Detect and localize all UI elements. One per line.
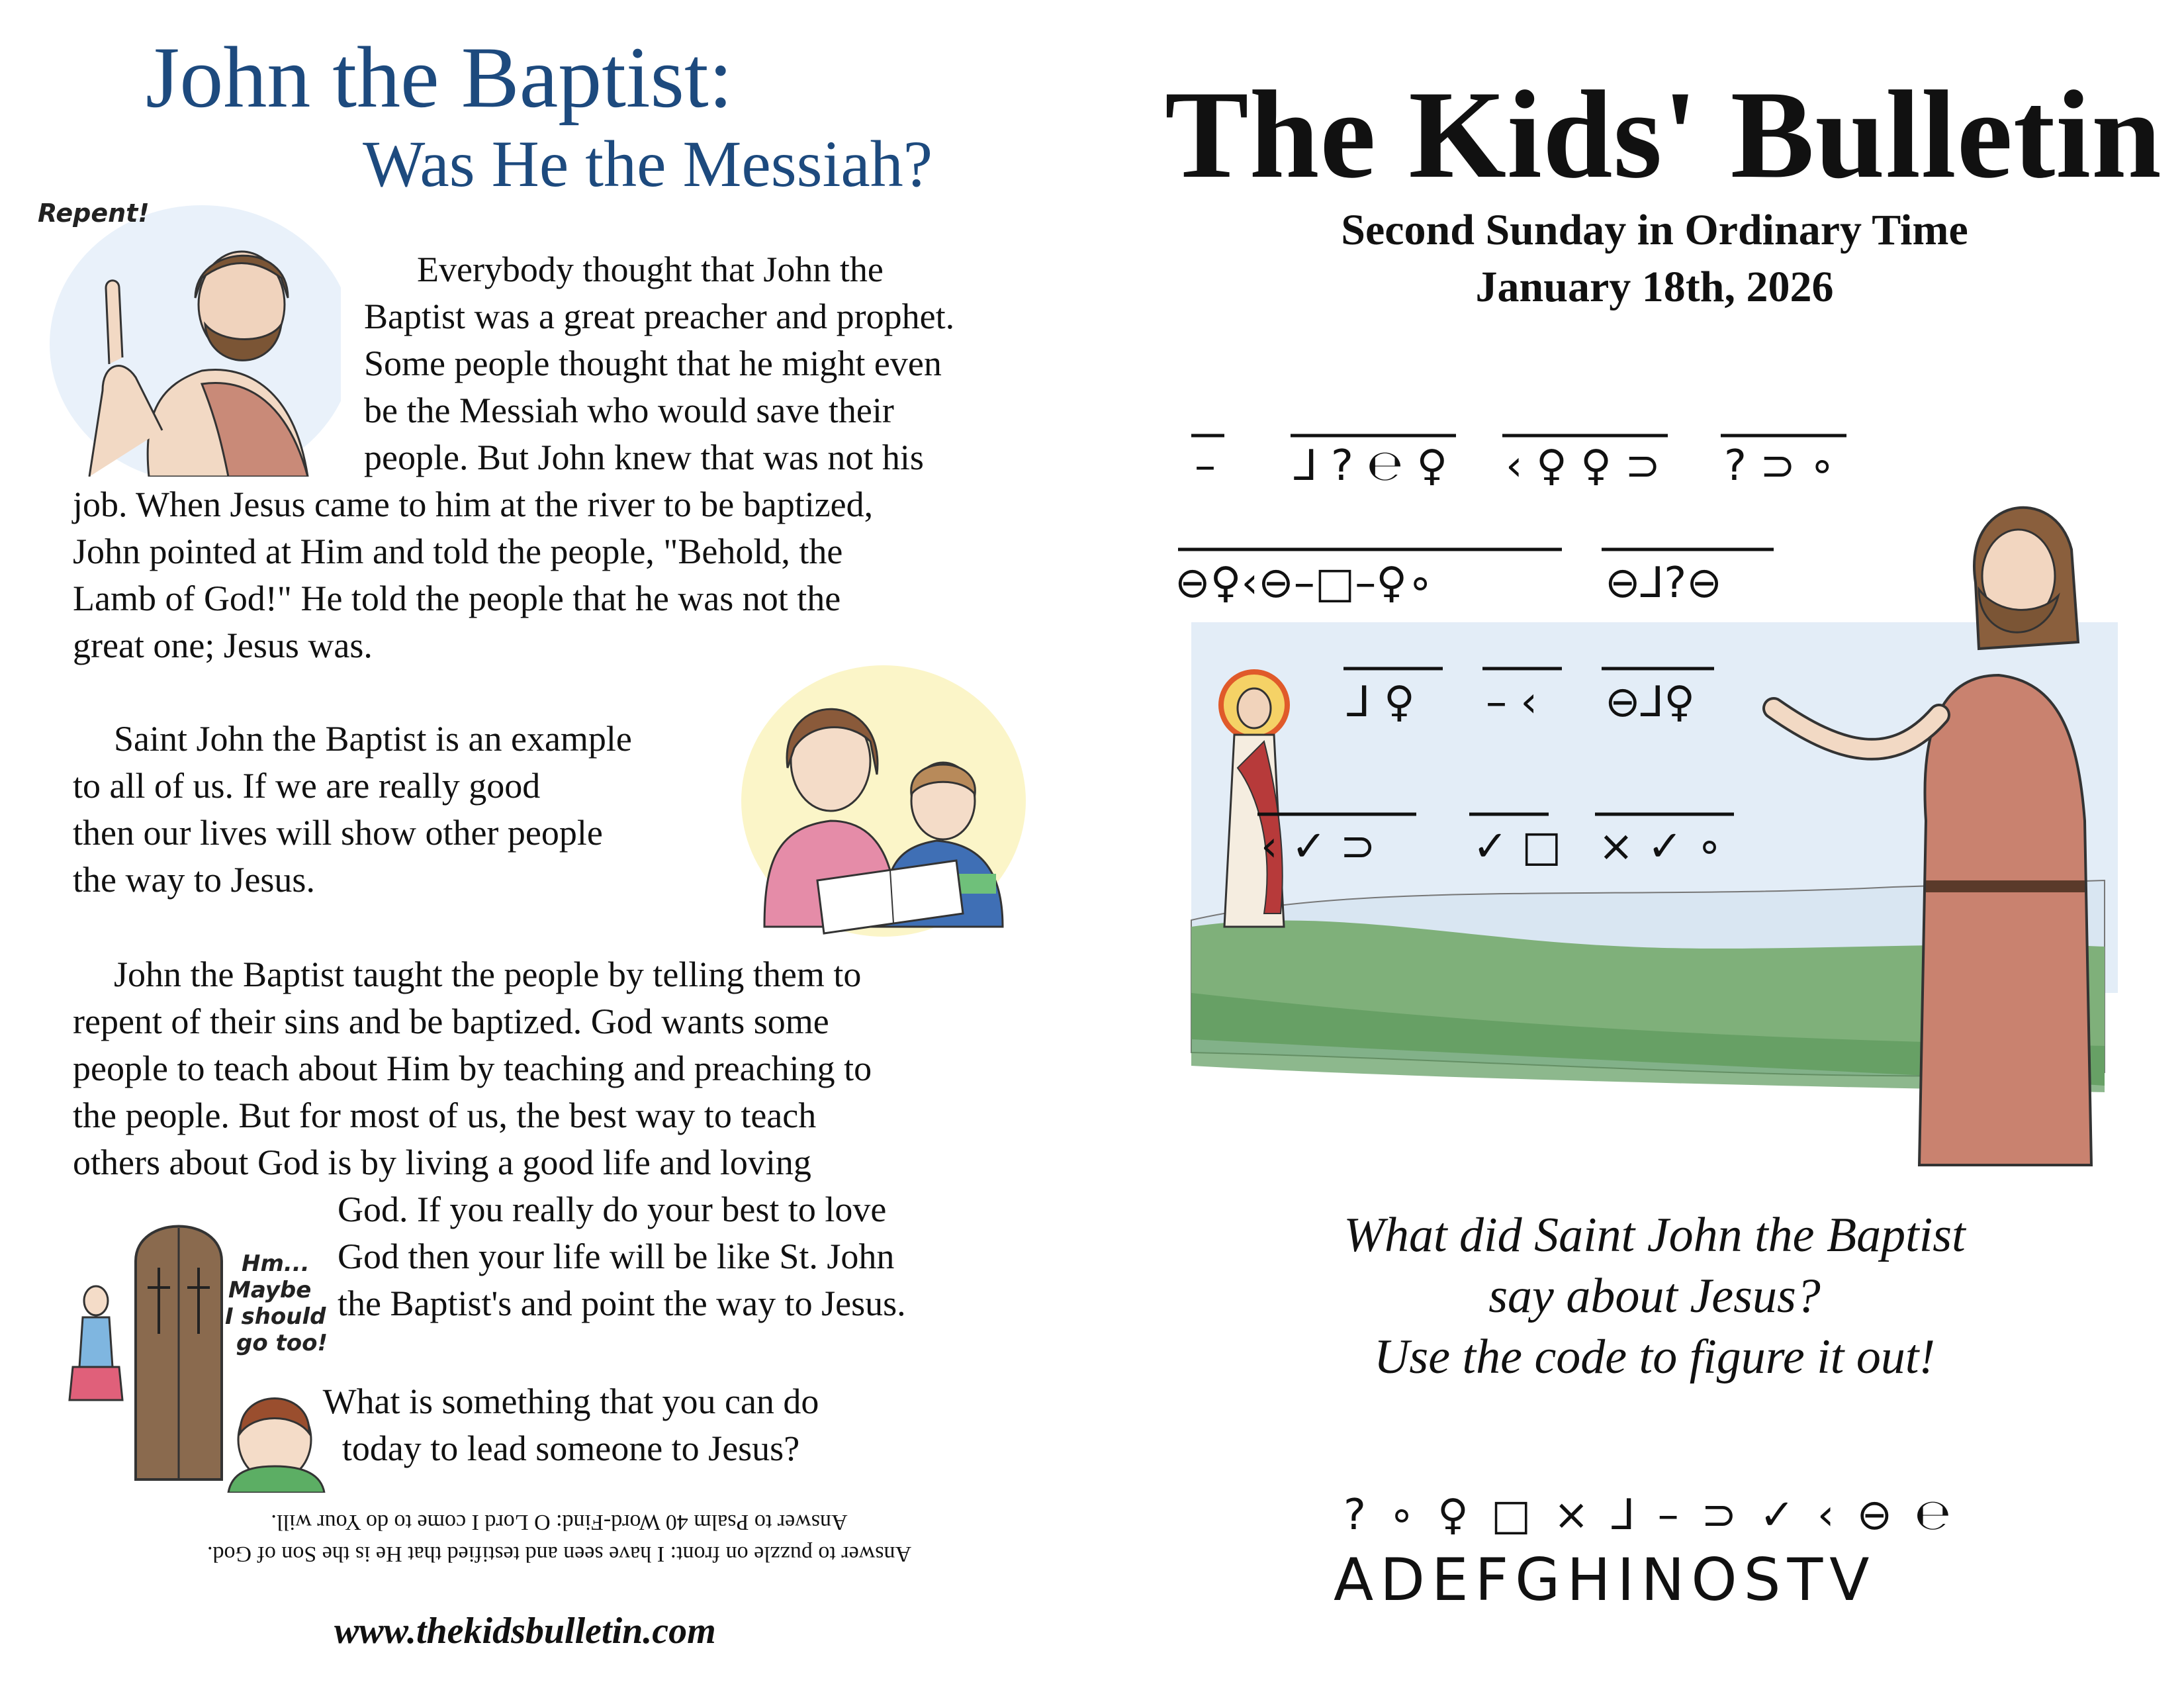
upside-down-answers [132, 1506, 986, 1570]
website-link[interactable]: www.thekidsbulletin.com [334, 1611, 716, 1652]
p1-line-2: Baptist was a great preacher and prophet. [364, 297, 955, 336]
question-line-2: today to lead someone to Jesus? [341, 1429, 800, 1468]
p1-line-7: John pointed at Him and told the people, "Behold, the [73, 532, 843, 571]
puzzle-question [1165, 1205, 2144, 1387]
svg-text:–: – [1195, 442, 1216, 491]
p1-line-4: be the Messiah who would save their [364, 391, 894, 430]
answer-puzzle: Answer to puzzle on front: I have seen and testified that He is the Son of God. [206, 1542, 912, 1566]
speech-hm-line-3: I should [225, 1303, 326, 1330]
svg-text:– ‹: – ‹ [1486, 678, 1537, 727]
speech-hm-line-4: go too! [236, 1330, 328, 1356]
svg-text:?∘♀□×⅃–⊃✓‹⊖℮: ?∘♀□×⅃–⊃✓‹⊖℮ [1343, 1491, 1974, 1540]
p1-line-3: Some people thought that he might even [364, 344, 942, 383]
puzzle-question-line-3: Use the code to figure it out! [1373, 1330, 1936, 1384]
code-key-symbols [1343, 1483, 2058, 1542]
speech-hm-line-2: Maybe [228, 1277, 312, 1303]
svg-text:‹ ♀ ♀ ⊃: ‹ ♀ ♀ ⊃ [1506, 442, 1661, 491]
svg-text:× ✓ ∘: × ✓ ∘ [1598, 822, 1723, 871]
baptism-scene-puzzle [1165, 424, 2184, 1192]
page-title: John the Baptist: [146, 28, 733, 126]
p1-line-1: Everybody thought that John the [417, 250, 884, 289]
svg-text:⊖⅃♀: ⊖⅃♀ [1605, 678, 1696, 727]
code-key-letters: ADEFGHINOSTV [1334, 1546, 1876, 1614]
speech-repent-text: Repent! [38, 199, 150, 228]
svg-text:⅃ ♀: ⅃ ♀ [1347, 678, 1415, 727]
p3-line-2: repent of their sins and be baptized. God wants some [73, 1002, 829, 1041]
paragraph-2 [73, 716, 632, 904]
p3-line-6: God. If you really do your best to love [338, 1190, 887, 1229]
puzzle-question-line-2: say about Jesus? [1488, 1269, 1821, 1323]
svg-text:✓ □: ✓ □ [1473, 822, 1562, 871]
p2-line-4: the way to Jesus. [73, 860, 315, 900]
p2-line-2: to all of us. If we are really good [73, 766, 541, 806]
p3-line-7: God then your life will be like St. John [338, 1237, 895, 1276]
speech-hm-line-1: Hm... [242, 1250, 310, 1277]
p1-line-6: job. When Jesus came to him at the river to be baptized, [73, 485, 874, 524]
p3-line-4: the people. But for most of us, the best way to teach [73, 1096, 817, 1135]
svg-text:? ⊃ ∘: ? ⊃ ∘ [1724, 442, 1836, 491]
p2-line-3: then our lives will show other people [73, 813, 603, 853]
page-subtitle: Was He the Messiah? [363, 127, 933, 201]
liturgical-day: Second Sunday in Ordinary Time [1341, 206, 1968, 254]
svg-text:‹ ✓ ⊃: ‹ ✓ ⊃ [1261, 822, 1376, 871]
paragraph-1 [73, 246, 954, 669]
closing-question [73, 1378, 996, 1472]
bulletin-subtitle [1165, 202, 2144, 316]
bulletin-title: The Kids' Bulletin [1165, 66, 2162, 205]
p3-line-8: the Baptist's and point the way to Jesus. [338, 1284, 906, 1323]
kids-reading-illustration [738, 662, 1029, 940]
question-line-1: What is something that you can do [322, 1382, 819, 1421]
svg-text:⅃ ? ℮ ♀: ⅃ ? ℮ ♀ [1294, 442, 1448, 491]
p3-line-5: others about God is by living a good life and loving [73, 1143, 811, 1182]
puzzle-question-line-1: What did Saint John the Baptist [1343, 1208, 1966, 1262]
bulletin-date: January 18th, 2026 [1475, 263, 1834, 311]
p2-line-1: Saint John the Baptist is an example [114, 719, 632, 759]
p1-line-8: Lamb of God!" He told the people that he was not the [73, 579, 841, 618]
answer-wordfind: Answer to Psalm 40 Word-Find: O Lord I come to do Your will. [271, 1510, 848, 1534]
p1-line-9: great one; Jesus was. [73, 626, 373, 665]
svg-text:⊖⅃?⊖: ⊖⅃?⊖ [1605, 559, 1722, 608]
p3-line-3: people to teach about Him by teaching and preaching to [73, 1049, 872, 1088]
p3-line-1: John the Baptist taught the people by telling them to [114, 955, 862, 994]
p1-line-5: people. But John knew that was not his [364, 438, 924, 477]
svg-text:⊖♀‹⊖–□–♀∘: ⊖♀‹⊖–□–♀∘ [1175, 559, 1434, 608]
